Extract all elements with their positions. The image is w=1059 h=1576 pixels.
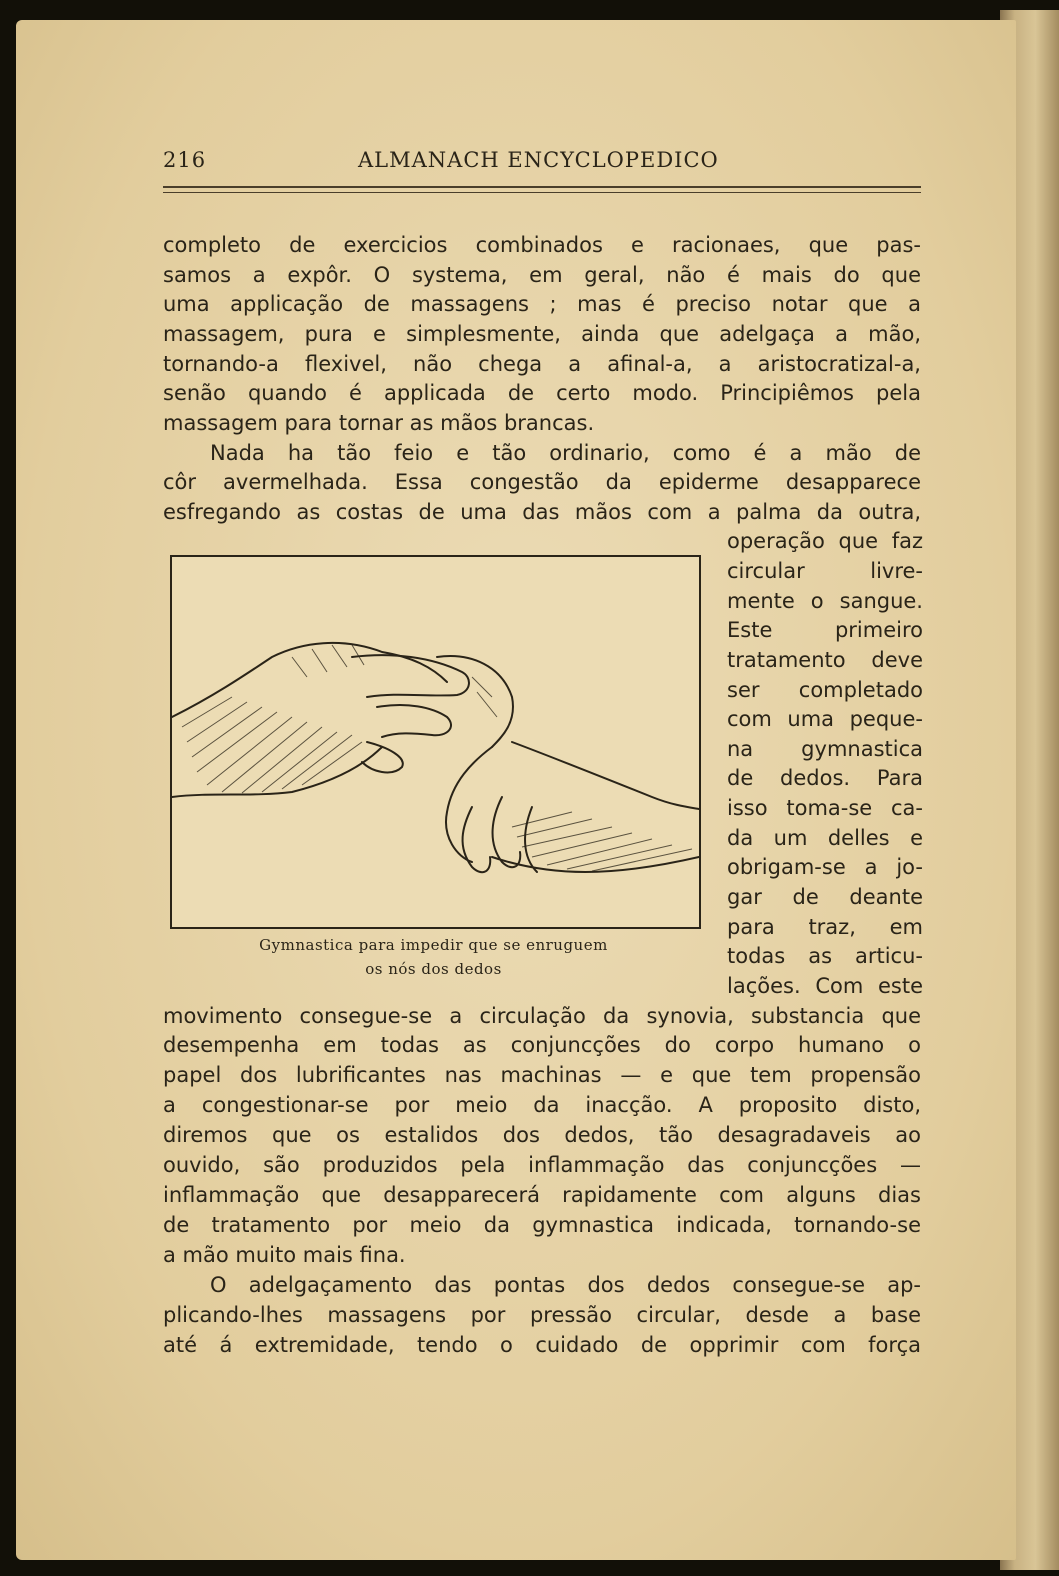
text-line: obrigam-se a jo-	[727, 855, 923, 879]
figure-caption-line2: os nós dos dedos	[365, 960, 502, 978]
text-line: Este primeiro	[727, 618, 923, 642]
hands-drawing	[172, 557, 699, 927]
text-line: plicando-lhes massagens por pressão circular, desde a base	[163, 1303, 921, 1327]
text-line: gar de deante	[727, 885, 923, 909]
text-line: Nada ha tão feio e tão ordinario, como é a mão de	[210, 441, 921, 465]
text-line: da um delles e	[727, 826, 923, 850]
text-line: inflammação que desapparecerá rapidamente com alguns dias	[163, 1183, 921, 1207]
text-line: papel dos lubrificantes nas machinas — e que tem propensão	[163, 1063, 921, 1087]
text-line: desempenha em todas as conjuncções do corpo humano o	[163, 1033, 921, 1057]
text-line: massagem, pura e simplesmente, ainda que adelgaça a mão,	[163, 322, 921, 346]
text-line: O adelgaçamento das pontas dos dedos consegue-se ap-	[210, 1273, 921, 1297]
text-line: de dedos. Para	[727, 766, 923, 790]
figure-caption-line1: Gymnastica para impedir que se enruguem	[259, 936, 608, 954]
text-line: massagem para tornar as mãos brancas.	[163, 411, 595, 435]
text-line: de tratamento por meio da gymnastica indicada, tornando-se	[163, 1213, 921, 1237]
text-line: movimento consegue-se a circulação da synovia, substancia que	[163, 1004, 921, 1028]
text-line: todas as articu-	[727, 944, 923, 968]
text-line: tratamento deve	[727, 648, 923, 672]
text-line: lações. Com este	[727, 974, 923, 998]
text-line: côr avermelhada. Essa congestão da epiderme desapparece	[163, 470, 921, 494]
text-line: tornando-a flexivel, não chega a afinal-a, a aristocratizal-a,	[163, 352, 921, 376]
text-line: uma applicação de massagens ; mas é preciso notar que a	[163, 292, 921, 316]
text-line: completo de exercicios combinados e racionaes, que pas-	[163, 233, 921, 257]
text-line: a congestionar-se por meio da inacção. A proposito disto,	[163, 1093, 921, 1117]
text-line: mente o sangue.	[727, 589, 923, 613]
text-line: senão quando é applicada de certo modo. Principiêmos pela	[163, 381, 921, 405]
text-line: operação que faz	[727, 529, 923, 553]
header-rule	[163, 186, 921, 193]
text-line: até á extremidade, tendo o cuidado de opprimir com força	[163, 1333, 921, 1357]
text-line: samos a expôr. O systema, em geral, não é mais do que	[163, 263, 921, 287]
text-line: diremos que os estalidos dos dedos, tão desagradaveis ao	[163, 1123, 921, 1147]
text-line: a mão muito mais fina.	[163, 1243, 406, 1267]
text-line: com uma peque-	[727, 707, 923, 731]
page-number: 216	[163, 148, 207, 172]
running-title: ALMANACH ENCYCLOPEDICO	[358, 148, 719, 172]
text-line: circular livre-	[727, 559, 923, 583]
text-line: isso toma-se ca-	[727, 796, 923, 820]
text-line: ouvido, são produzidos pela inflammação das conjuncções —	[163, 1153, 921, 1177]
text-line: esfregando as costas de uma das mãos com a palma da outra,	[163, 500, 921, 524]
text-line: ser completado	[727, 678, 923, 702]
text-line: para traz, em	[727, 915, 923, 939]
hand-gymnastics-illustration	[170, 555, 701, 929]
text-line: na gymnastica	[727, 737, 923, 761]
page-header	[163, 148, 921, 178]
